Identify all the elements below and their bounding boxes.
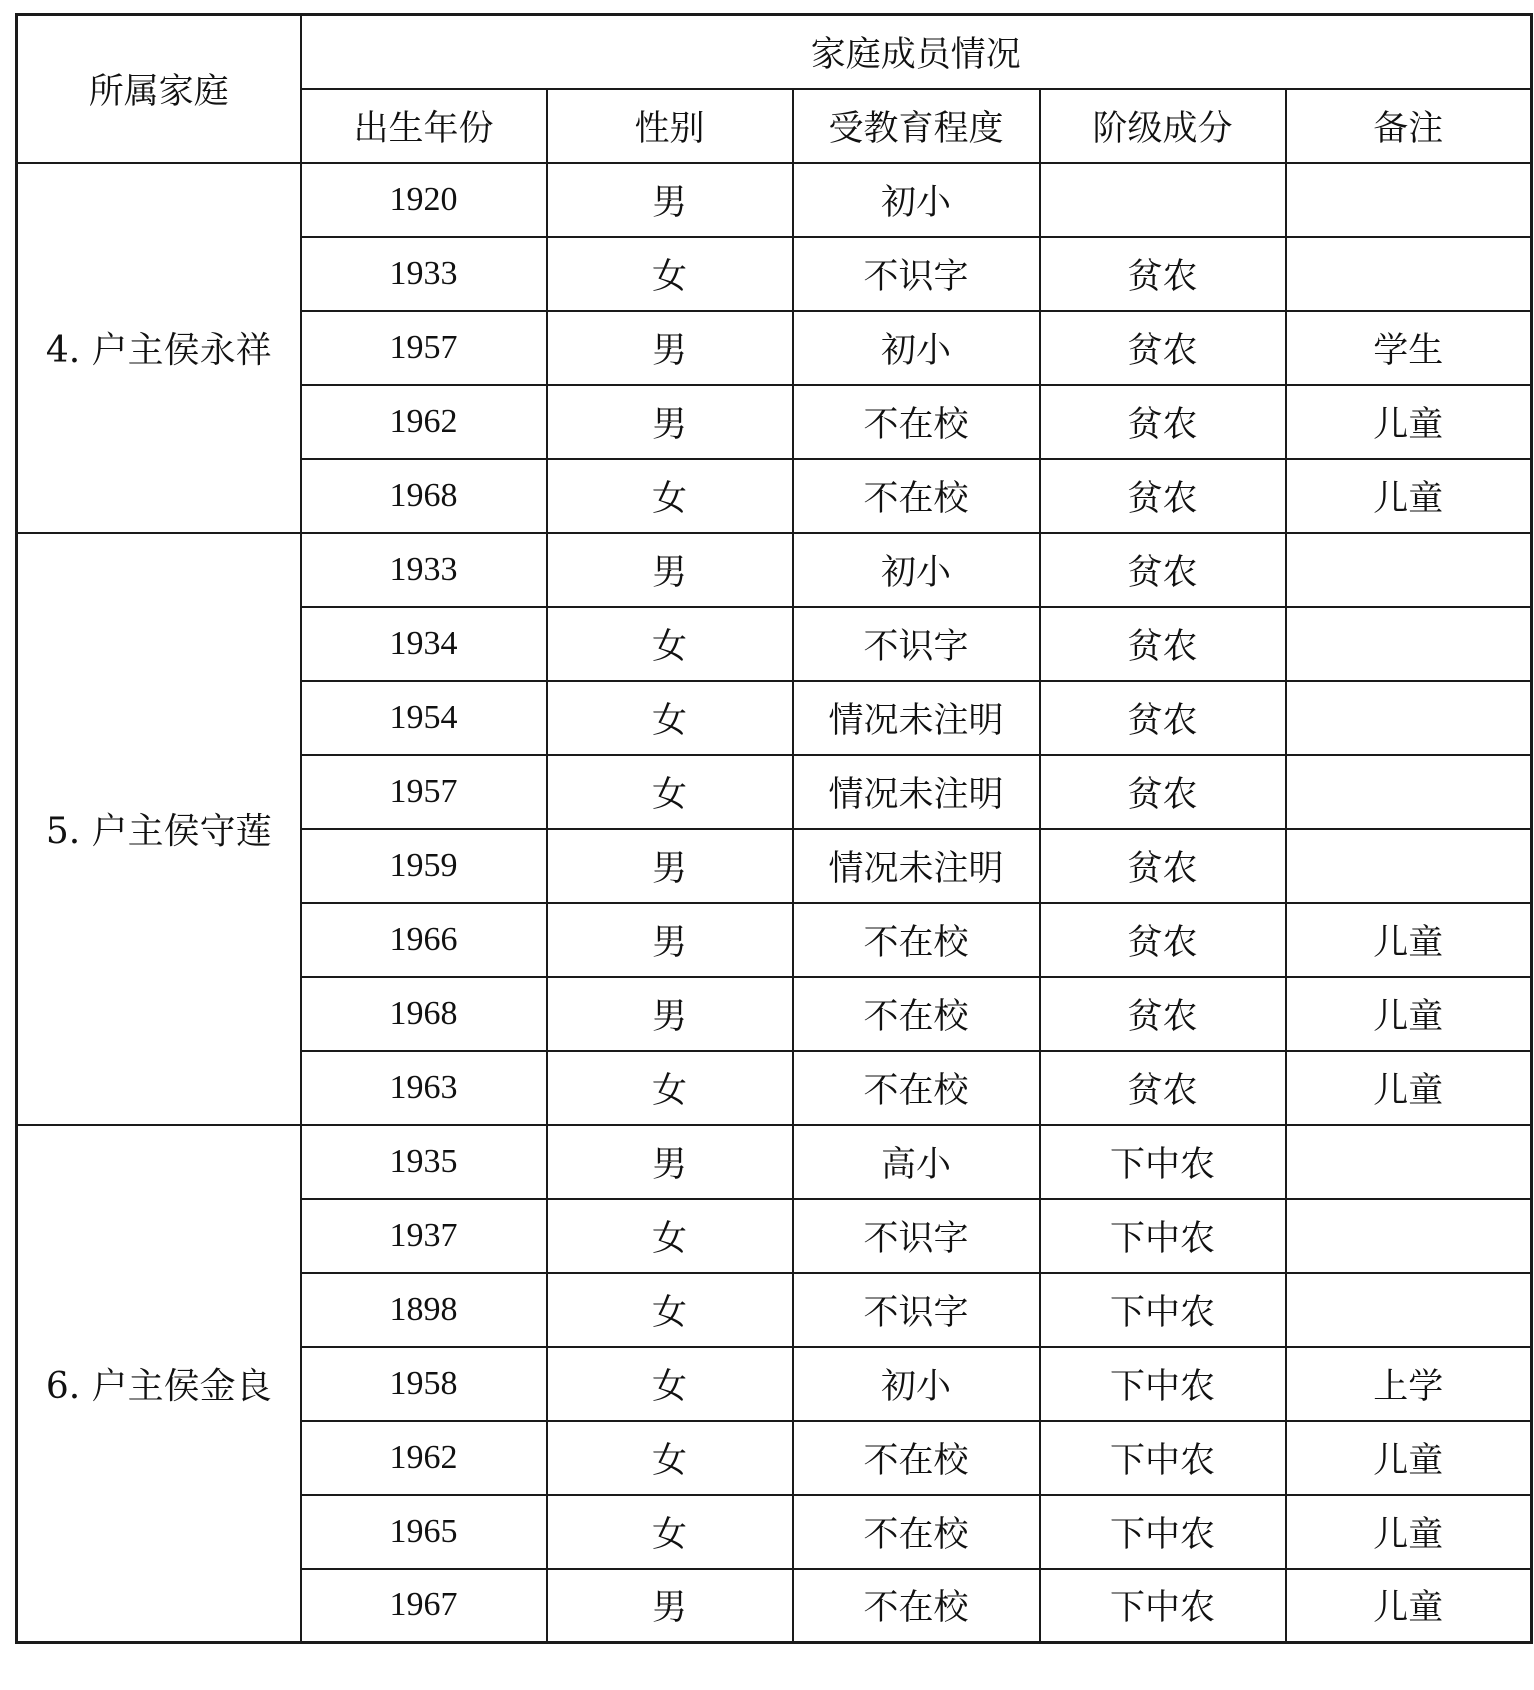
birth-year-cell: 1962 (301, 385, 547, 459)
table-row (17, 163, 1532, 237)
education-cell: 情况未注明 (793, 829, 1040, 903)
birth-year-cell: 1958 (301, 1347, 547, 1421)
note-cell: 儿童 (1286, 1495, 1532, 1569)
header-sex: 性别 (547, 89, 793, 163)
class-status-cell: 下中农 (1040, 1421, 1286, 1495)
table-body (17, 163, 1532, 1643)
sex-cell: 男 (547, 385, 793, 459)
birth-year-cell: 1962 (301, 1421, 547, 1495)
sex-cell: 女 (547, 1273, 793, 1347)
education-cell: 不在校 (793, 977, 1040, 1051)
education-cell: 不在校 (793, 1495, 1040, 1569)
class-status-cell: 贫农 (1040, 385, 1286, 459)
class-status-cell: 贫农 (1040, 1051, 1286, 1125)
sex-cell: 男 (547, 977, 793, 1051)
header-note: 备注 (1286, 89, 1532, 163)
sex-cell: 女 (547, 1347, 793, 1421)
sex-cell: 女 (547, 1051, 793, 1125)
birth-year-cell: 1968 (301, 977, 547, 1051)
family-cell: 5. 户主侯守莲 (17, 533, 301, 1125)
note-cell (1286, 533, 1532, 607)
table-row (17, 1125, 1532, 1199)
class-status-cell: 贫农 (1040, 755, 1286, 829)
note-cell (1286, 1125, 1532, 1199)
note-cell: 上学 (1286, 1347, 1532, 1421)
class-status-cell: 贫农 (1040, 607, 1286, 681)
class-status-cell (1040, 163, 1286, 237)
education-cell: 不在校 (793, 1569, 1040, 1643)
birth-year-cell: 1957 (301, 755, 547, 829)
birth-year-cell: 1963 (301, 1051, 547, 1125)
sex-cell: 女 (547, 1199, 793, 1273)
birth-year-cell: 1920 (301, 163, 547, 237)
class-status-cell: 下中农 (1040, 1569, 1286, 1643)
note-cell (1286, 163, 1532, 237)
header-group-title: 家庭成员情况 (301, 15, 1532, 89)
birth-year-cell: 1966 (301, 903, 547, 977)
birth-year-cell: 1937 (301, 1199, 547, 1273)
family-cell: 4. 户主侯永祥 (17, 163, 301, 533)
sex-cell: 女 (547, 681, 793, 755)
birth-year-cell: 1933 (301, 237, 547, 311)
class-status-cell: 下中农 (1040, 1273, 1286, 1347)
note-cell (1286, 755, 1532, 829)
sex-cell: 女 (547, 607, 793, 681)
birth-year-cell: 1967 (301, 1569, 547, 1643)
note-cell: 儿童 (1286, 459, 1532, 533)
education-cell: 初小 (793, 311, 1040, 385)
class-status-cell: 贫农 (1040, 903, 1286, 977)
class-status-cell: 贫农 (1040, 237, 1286, 311)
class-status-cell: 贫农 (1040, 533, 1286, 607)
sex-cell: 男 (547, 311, 793, 385)
birth-year-cell: 1933 (301, 533, 547, 607)
note-cell (1286, 607, 1532, 681)
birth-year-cell: 1965 (301, 1495, 547, 1569)
sex-cell: 男 (547, 829, 793, 903)
family-members-table (15, 13, 1533, 1644)
note-cell: 儿童 (1286, 977, 1532, 1051)
class-status-cell: 贫农 (1040, 681, 1286, 755)
header-education: 受教育程度 (793, 89, 1040, 163)
education-cell: 初小 (793, 1347, 1040, 1421)
birth-year-cell: 1898 (301, 1273, 547, 1347)
note-cell (1286, 681, 1532, 755)
note-cell (1286, 1273, 1532, 1347)
sex-cell: 男 (547, 1569, 793, 1643)
birth-year-cell: 1935 (301, 1125, 547, 1199)
birth-year-cell: 1934 (301, 607, 547, 681)
class-status-cell: 贫农 (1040, 829, 1286, 903)
education-cell: 情况未注明 (793, 681, 1040, 755)
class-status-cell: 贫农 (1040, 311, 1286, 385)
birth-year-cell: 1968 (301, 459, 547, 533)
birth-year-cell: 1959 (301, 829, 547, 903)
class-status-cell: 下中农 (1040, 1347, 1286, 1421)
sex-cell: 女 (547, 755, 793, 829)
sex-cell: 女 (547, 1421, 793, 1495)
sex-cell: 女 (547, 237, 793, 311)
note-cell (1286, 829, 1532, 903)
class-status-cell: 下中农 (1040, 1125, 1286, 1199)
sex-cell: 男 (547, 163, 793, 237)
table-row (17, 533, 1532, 607)
education-cell: 不识字 (793, 1199, 1040, 1273)
education-cell: 不在校 (793, 459, 1040, 533)
education-cell: 不在校 (793, 1421, 1040, 1495)
sex-cell: 女 (547, 1495, 793, 1569)
family-cell: 6. 户主侯金良 (17, 1125, 301, 1643)
class-status-cell: 下中农 (1040, 1495, 1286, 1569)
note-cell (1286, 237, 1532, 311)
header-family: 所属家庭 (17, 15, 301, 163)
education-cell: 不识字 (793, 1273, 1040, 1347)
header-birth-year: 出生年份 (301, 89, 547, 163)
education-cell: 初小 (793, 163, 1040, 237)
note-cell: 儿童 (1286, 385, 1532, 459)
class-status-cell: 贫农 (1040, 977, 1286, 1051)
header-class-status: 阶级成分 (1040, 89, 1286, 163)
note-cell: 儿童 (1286, 903, 1532, 977)
sex-cell: 女 (547, 459, 793, 533)
education-cell: 情况未注明 (793, 755, 1040, 829)
education-cell: 不在校 (793, 903, 1040, 977)
education-cell: 高小 (793, 1125, 1040, 1199)
birth-year-cell: 1954 (301, 681, 547, 755)
header-row-1 (17, 15, 1532, 89)
note-cell (1286, 1199, 1532, 1273)
note-cell: 儿童 (1286, 1051, 1532, 1125)
education-cell: 不识字 (793, 237, 1040, 311)
sex-cell: 男 (547, 533, 793, 607)
table-header (17, 15, 1532, 163)
education-cell: 不识字 (793, 607, 1040, 681)
sex-cell: 男 (547, 903, 793, 977)
class-status-cell: 贫农 (1040, 459, 1286, 533)
education-cell: 不在校 (793, 385, 1040, 459)
education-cell: 不在校 (793, 1051, 1040, 1125)
note-cell: 学生 (1286, 311, 1532, 385)
education-cell: 初小 (793, 533, 1040, 607)
sex-cell: 男 (547, 1125, 793, 1199)
note-cell: 儿童 (1286, 1421, 1532, 1495)
note-cell: 儿童 (1286, 1569, 1532, 1643)
birth-year-cell: 1957 (301, 311, 547, 385)
class-status-cell: 下中农 (1040, 1199, 1286, 1273)
